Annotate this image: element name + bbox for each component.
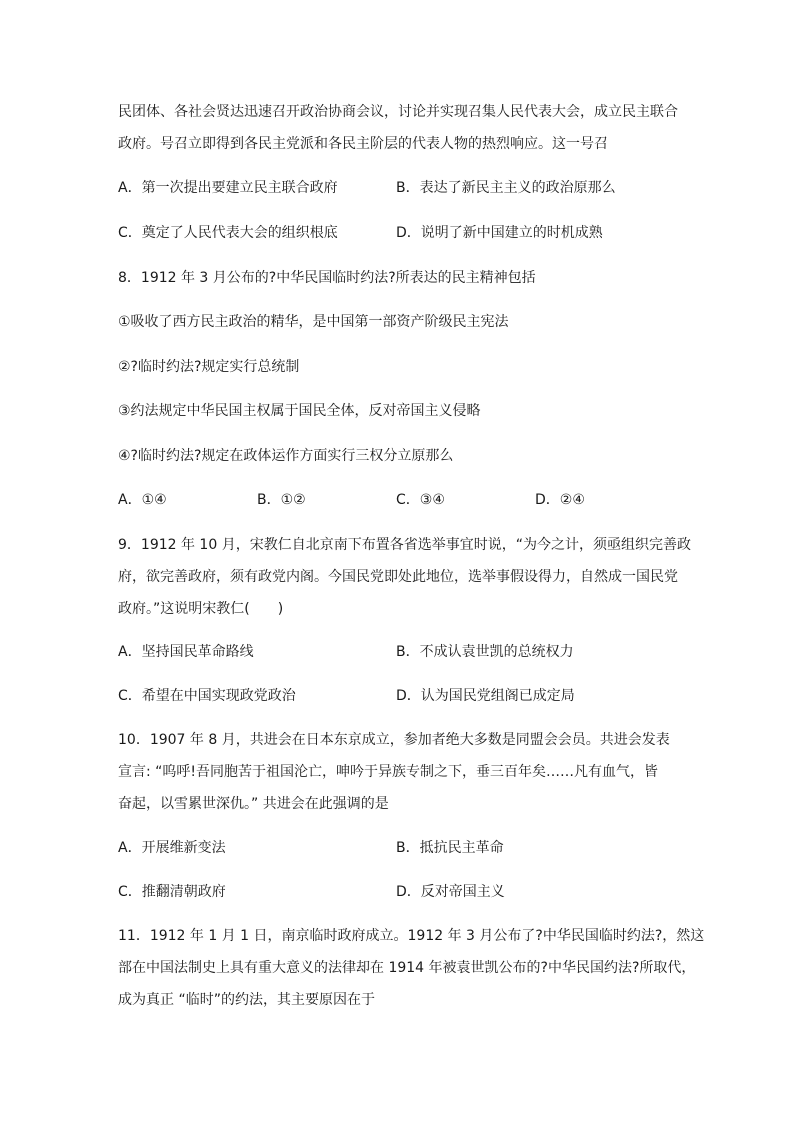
q8-item-2: ②?临时约法?规定实行总统制 [118,359,300,375]
q7-option-d[interactable]: D．说明了新中国建立的时机成熟 [396,225,603,241]
q9-stem-line-2: 府，欲完善政府，须有政党内阁。今国民党即处此地位，选举事假设得力，自然成一国民党 [118,569,678,585]
q7-option-c[interactable]: C．奠定了人民代表大会的组织根底 [118,225,338,241]
q10-stem-line-1: 10．1907 年 8 月，共进会在日本东京成立，参加者绝大多数是同盟会会员。共进会发表 [118,732,670,748]
q9-option-a[interactable]: A．坚持国民革命路线 [118,644,254,660]
q10-option-b[interactable]: B．抵抗民主革命 [396,840,504,856]
q9-option-d[interactable]: D．认为国民党组阁已成定局 [396,688,575,704]
q9-stem-line-1: 9．1912 年 10 月，宋教仁自北京南下布置各省选举事宜时说，“为今之计，须亟组织完善政 [118,537,691,553]
q8-option-d[interactable]: D．②④ [535,492,585,508]
q9-stem-line-3: 政府。”这说明宋教仁( ) [118,601,284,617]
q10-stem-line-3: 奋起，以雪累世深仇。” 共进会在此强调的是 [118,796,389,812]
q11-stem-line-3: 成为真正 “临时”的约法，其主要原因在于 [118,992,375,1008]
q8-item-1: ①吸收了西方民主政治的精华，是中国第一部资产阶级民主宪法 [118,314,509,330]
q8-option-b[interactable]: B．①② [257,492,306,508]
q8-item-4: ④?临时约法?规定在政体运作方面实行三权分立原那么 [118,448,454,464]
q7-option-a[interactable]: A．第一次提出要建立民主联合政府 [118,180,338,196]
q8-item-3: ③约法规定中华民国主权属于国民全体，反对帝国主义侵略 [118,403,481,419]
q7-stem-line-2: 政府。号召立即得到各民主党派和各民主阶层的代表人物的热烈响应。这一号召 [118,136,608,152]
q10-option-a[interactable]: A．开展维新变法 [118,840,226,856]
q11-stem-line-2: 部在中国法制史上具有重大意义的法律却在 1914 年被袁世凯公布的?中华民国约法?所取代， [118,960,696,976]
q10-option-c[interactable]: C．推翻清朝政府 [118,884,226,900]
q10-stem-line-2: 宣言: “呜呼!吾同胞苦于祖国沦亡，呻吟于异族专制之下，垂三百年矣……凡有血气，皆 [118,764,659,780]
q9-option-c[interactable]: C．希望在中国实现政党政治 [118,688,296,704]
q8-option-c[interactable]: C．③④ [396,492,445,508]
q8-option-a[interactable]: A．①④ [118,492,167,508]
q9-option-b[interactable]: B．不成认袁世凯的总统权力 [396,644,574,660]
q7-stem-line-1: 民团体、各社会贤达迅速召开政治协商会议，讨论并实现召集人民代表大会，成立民主联合 [118,104,678,120]
q8-stem: 8．1912 年 3 月公布的?中华民国临时约法?所表达的民主精神包括 [118,270,536,286]
q11-stem-line-1: 11．1912 年 1 月 1 日，南京临时政府成立。1912 年 3 月公布了?中华民国临时约法?，然这 [118,928,705,944]
q10-option-d[interactable]: D．反对帝国主义 [396,884,505,900]
q7-option-b[interactable]: B．表达了新民主主义的政治原那么 [396,180,616,196]
